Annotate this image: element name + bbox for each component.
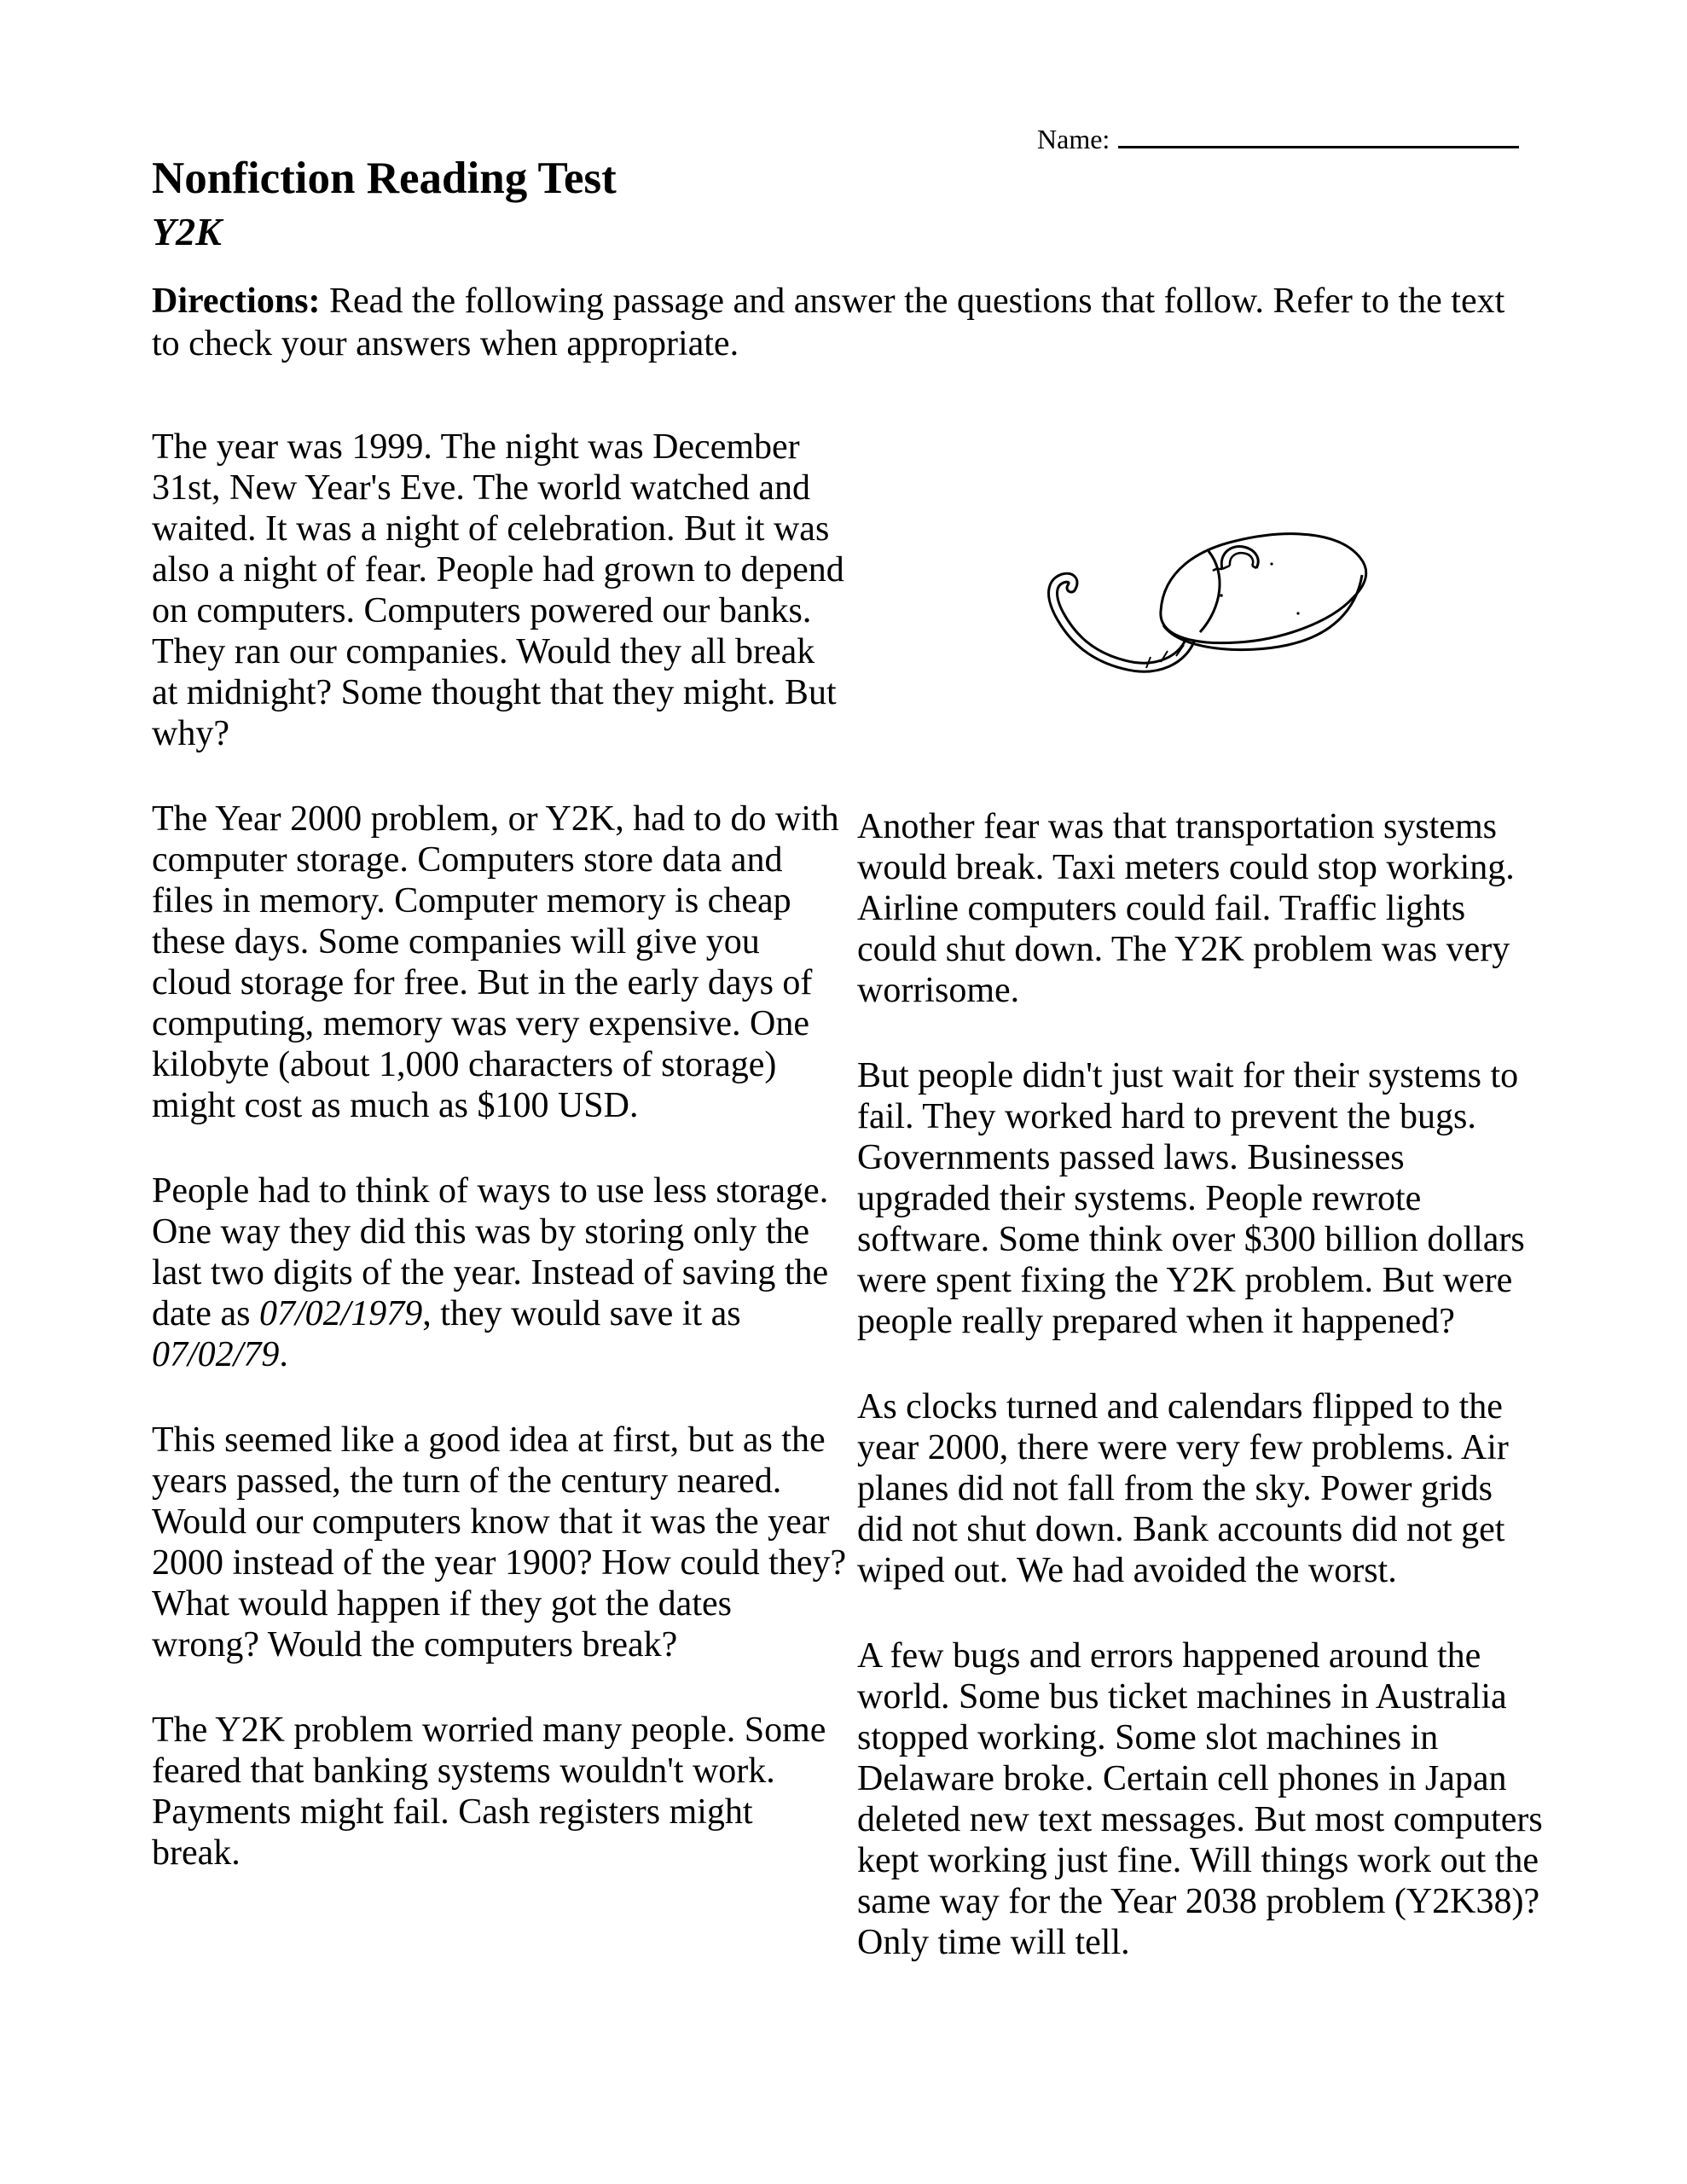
page-title: Nonfiction Reading Test xyxy=(152,154,617,203)
passage-text: The Year 2000 problem, or Y2K, had to do with computer storage. Computers store data and files in memory. Computer memory is cheap these days. Some companies will give you cloud storage for free. But in the early days of computing, memory was very expensive. One kilobyte (about 1,000 characters of storage) might cost as much as $100 USD. xyxy=(152,799,839,1125)
speckle-dot xyxy=(1296,612,1299,614)
name-label: Name: xyxy=(1037,124,1110,154)
directions-label: Directions: xyxy=(152,282,321,321)
passage-text: This seemed like a good idea at first, but as the years passed, the turn of the century neared. Would our computers know that it was the year 2000 instead of the year 1900? How could they? What would happen if they got the dates wrong? Would the computers break? xyxy=(152,1420,847,1664)
directions xyxy=(152,280,1538,365)
speckle-dot xyxy=(1220,594,1223,597)
passage-paragraph xyxy=(152,799,847,1126)
passage-text: As clocks turned and calendars flipped to the year 2000, there were very few problems. Air planes did not fall from the sky. Power grids did not shut down. Bank accounts did not get wiped out. We had avoided the worst. xyxy=(857,1387,1509,1590)
passage-text: But people didn't just wait for their systems to fail. They worked hard to prevent the bugs. Governments passed laws. Businesses upgraded their systems. People rewrote software. Some think over $300 billion dollars were spent fixing the Y2K problem. But were people really prepared when it happened? xyxy=(857,1056,1525,1341)
passage-paragraph xyxy=(857,1055,1544,1342)
passage-paragraph xyxy=(857,1635,1544,1963)
speckle-dot xyxy=(1270,562,1272,565)
passage-text: Another fear was that transportation systems would break. Taxi meters could stop working. Airline computers could fail. Traffic lights could shut down. The Y2K problem was very worrisome. xyxy=(857,807,1515,1010)
passage-text-italic: 07/02/1979 xyxy=(258,1294,423,1333)
right-column xyxy=(857,427,1544,2007)
left-column xyxy=(152,427,847,1918)
passage-text: People had to think of ways to use less storage. One way they did this was by storing only the last two digits of the year. Instead of saving the date as xyxy=(152,1171,829,1333)
computer-mouse-icon xyxy=(1028,516,1373,674)
right-column-paragraphs xyxy=(857,806,1544,1963)
passage-paragraph xyxy=(152,1170,847,1375)
passage-paragraph xyxy=(857,806,1544,1011)
passage-paragraph xyxy=(857,1386,1544,1591)
name-row xyxy=(1037,125,1519,154)
passage-text: , they would save it as xyxy=(422,1294,741,1333)
mouse-body xyxy=(1161,534,1366,643)
passage-text: A few bugs and errors happened around the world. Some bus ticket machines in Australia stopped working. Some slot machines in Delaware broke. Certain cell phones in Japan deleted new text messages. But most computers kept working just fine. Will things work out the same way for the Year 2038 problem (Y2K38)? Only time will tell. xyxy=(857,1636,1543,1962)
name-blank-line[interactable] xyxy=(1118,146,1519,148)
directions-text: Read the following passage and answer the questions that follow. Refer to the text to check your answers when appropriate. xyxy=(152,282,1505,363)
passage-paragraph xyxy=(152,1710,847,1873)
passage-text: The year was 1999. The night was December 31st, New Year's Eve. The world watched and waited. It was a night of celebration. But it was also a night of fear. People had grown to depend on computers. Computers powered our banks. They ran our companies. Would they all break at midnight? Some thought that they might. But why? xyxy=(152,427,844,753)
passage-text: . xyxy=(279,1335,288,1374)
page-subtitle: Y2K xyxy=(152,210,222,253)
passage-text: The Y2K problem worried many people. Some feared that banking systems wouldn't work. Payments might fail. Cash registers might break. xyxy=(152,1711,826,1873)
passage-paragraph xyxy=(152,1420,847,1665)
passage-text-italic: 07/02/79 xyxy=(152,1335,280,1374)
passage-paragraph xyxy=(152,427,847,754)
